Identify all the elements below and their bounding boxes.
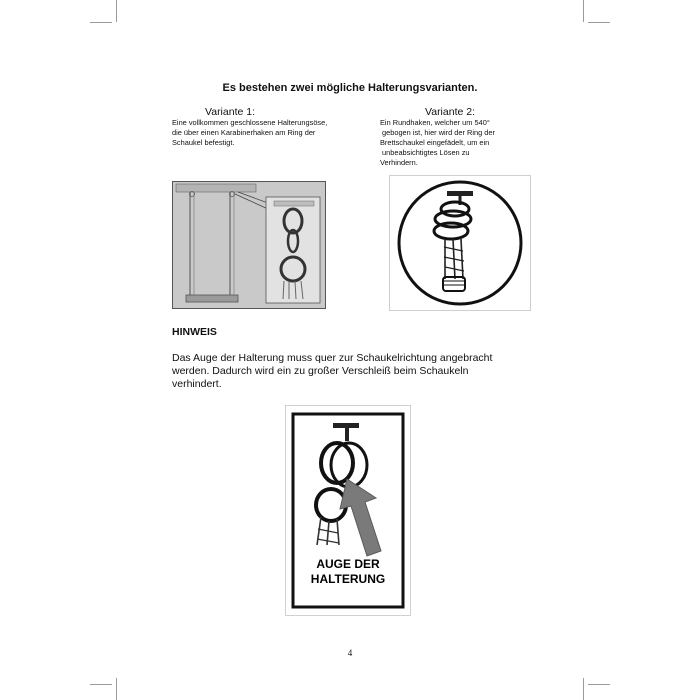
variant2-description — [380, 118, 495, 168]
crop-mark — [116, 0, 117, 22]
variant2-title: Variante 2: — [425, 106, 476, 118]
crop-mark — [588, 22, 610, 23]
page-heading: Es bestehen zwei mögliche Halterungsvarianten. — [222, 82, 478, 94]
text-line: gebogen ist, hier wird der Ring der — [382, 128, 495, 137]
hinweis-text — [172, 352, 542, 391]
eye-label-line2: HALTERUNG — [310, 572, 386, 586]
text-line: die über einen Karabinerhaken am Ring der — [172, 128, 316, 137]
variant2-illustration — [389, 175, 531, 311]
variant1-title: Variante 1: — [205, 106, 256, 118]
text-line: werden. Dadurch wird ein zu großer Verschleiß beim Schaukeln — [172, 365, 469, 377]
eye-label-line1: AUGE DER — [316, 557, 380, 571]
text-line: Eine vollkommen geschlossene Halterungsöse, — [172, 118, 328, 127]
text-line: Das Auge der Halterung muss quer zur Schaukelrichtung angebracht — [172, 352, 493, 364]
crop-mark — [116, 678, 117, 700]
crop-mark — [583, 678, 584, 700]
crop-mark — [90, 22, 112, 23]
page-number: 4 — [347, 648, 353, 658]
variant1-illustration — [172, 181, 326, 309]
crop-mark — [583, 0, 584, 22]
eye-of-mounting-illustration — [285, 405, 411, 616]
text-line: Brettschaukel eingefädelt, um ein — [380, 138, 490, 147]
text-line: Verhindern. — [380, 158, 418, 167]
crop-mark — [588, 684, 610, 685]
hinweis-title: HINWEIS — [172, 326, 217, 338]
text-line: verhindert. — [172, 378, 222, 390]
text-line: Ein Rundhaken, welcher um 540° — [380, 118, 490, 127]
variant1-description — [172, 118, 327, 148]
text-line: Schaukel befestigt. — [172, 138, 235, 147]
text-line: unbeabsichtigtes Lösen zu — [382, 148, 470, 157]
crop-mark — [90, 684, 112, 685]
